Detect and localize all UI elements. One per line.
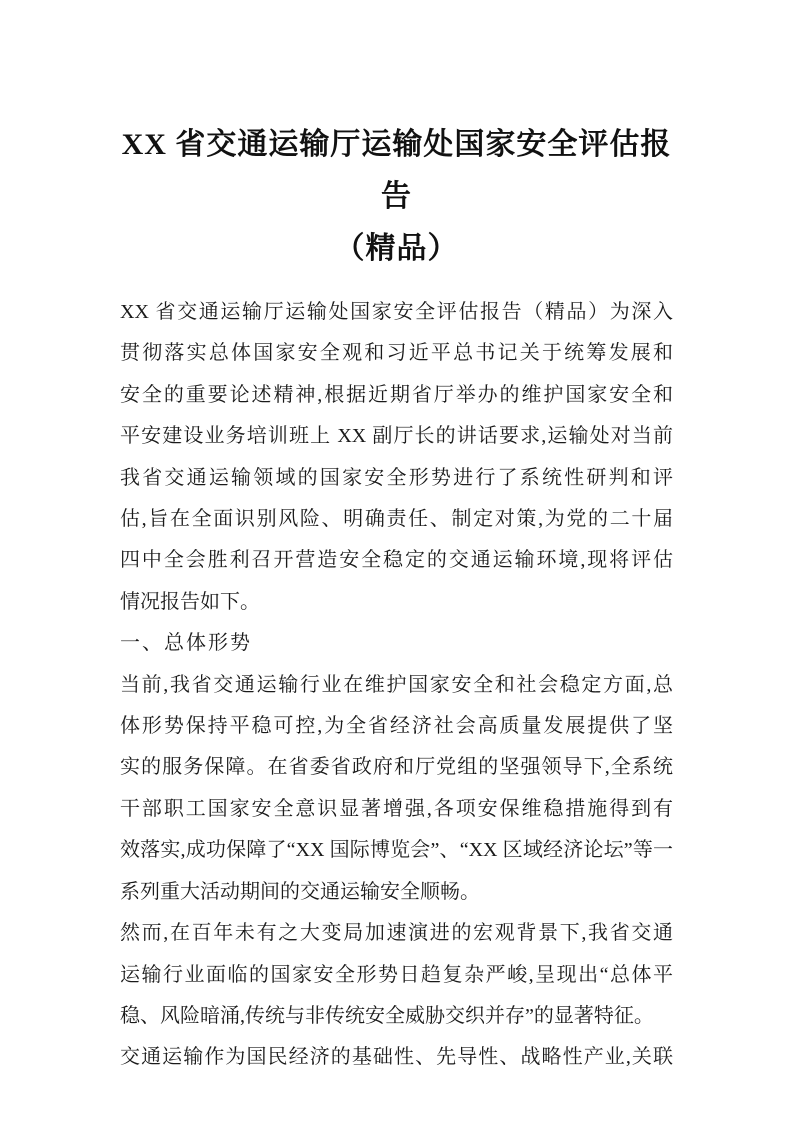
document-body xyxy=(120,292,673,1079)
document-title xyxy=(120,119,673,275)
paragraph-line: 稳、风险暗涌,传统与非传统安全威胁交织并存”的显著特征。 xyxy=(120,1004,654,1027)
paragraph-line: XX 省交通运输厅运输处国家安全评估报告（精品）为深入 xyxy=(120,301,673,323)
paragraph-line: 实的服务保障。在省委省政府和厅党组的坚强领导下,全系统 xyxy=(120,756,673,779)
paragraph-line: 我省交通运输领域的国家安全形势进行了系统性研判和评 xyxy=(120,466,673,489)
paragraph-line: 情况报告如下。 xyxy=(120,590,260,613)
paragraph-line: 体形势保持平稳可控,为全省经济社会高质量发展提供了坚 xyxy=(120,715,673,738)
document-title-line-1: XX 省交通运输厅运输处国家安全评估报告 xyxy=(121,128,672,213)
paragraph-line: 平安建设业务培训班上 XX 副厅长的讲话要求,运输处对当前 xyxy=(120,425,673,448)
paragraph-line: 贯彻落实总体国家安全观和习近平总书记关于统筹发展和 xyxy=(120,342,673,365)
paragraph-line: 估,旨在全面识别风险、明确责任、制定对策,为党的二十届 xyxy=(120,508,673,531)
paragraph-line: 干部职工国家安全意识显著增强,各项安保维稳措施得到有 xyxy=(120,797,673,820)
document-title-line-2: （精品） xyxy=(334,232,459,265)
paragraph-line: 运输行业面临的国家安全形势日趋复杂严峻,呈现出“总体平 xyxy=(120,963,673,986)
paragraph-line: 当前,我省交通运输行业在维护国家安全和社会稳定方面,总 xyxy=(120,673,673,696)
paragraph-line: 安全的重要论述精神,根据近期省厅举办的维护国家安全和 xyxy=(120,383,673,406)
paragraph-line: 然而,在百年未有之大变局加速演进的宏观背景下,我省交通 xyxy=(120,922,673,945)
section-heading: 一、总体形势 xyxy=(120,632,252,655)
paragraph-line: 交通运输作为国民经济的基础性、先导性、战略性产业,关联 xyxy=(120,1046,673,1069)
paragraph-line: 四中全会胜利召开营造安全稳定的交通运输环境,现将评估 xyxy=(120,549,673,572)
paragraph-line: 系列重大活动期间的交通运输安全顺畅。 xyxy=(120,880,480,903)
paragraph-line: 效落实,成功保障了“XX 国际博览会”、“XX 区域经济论坛”等一 xyxy=(120,839,673,862)
